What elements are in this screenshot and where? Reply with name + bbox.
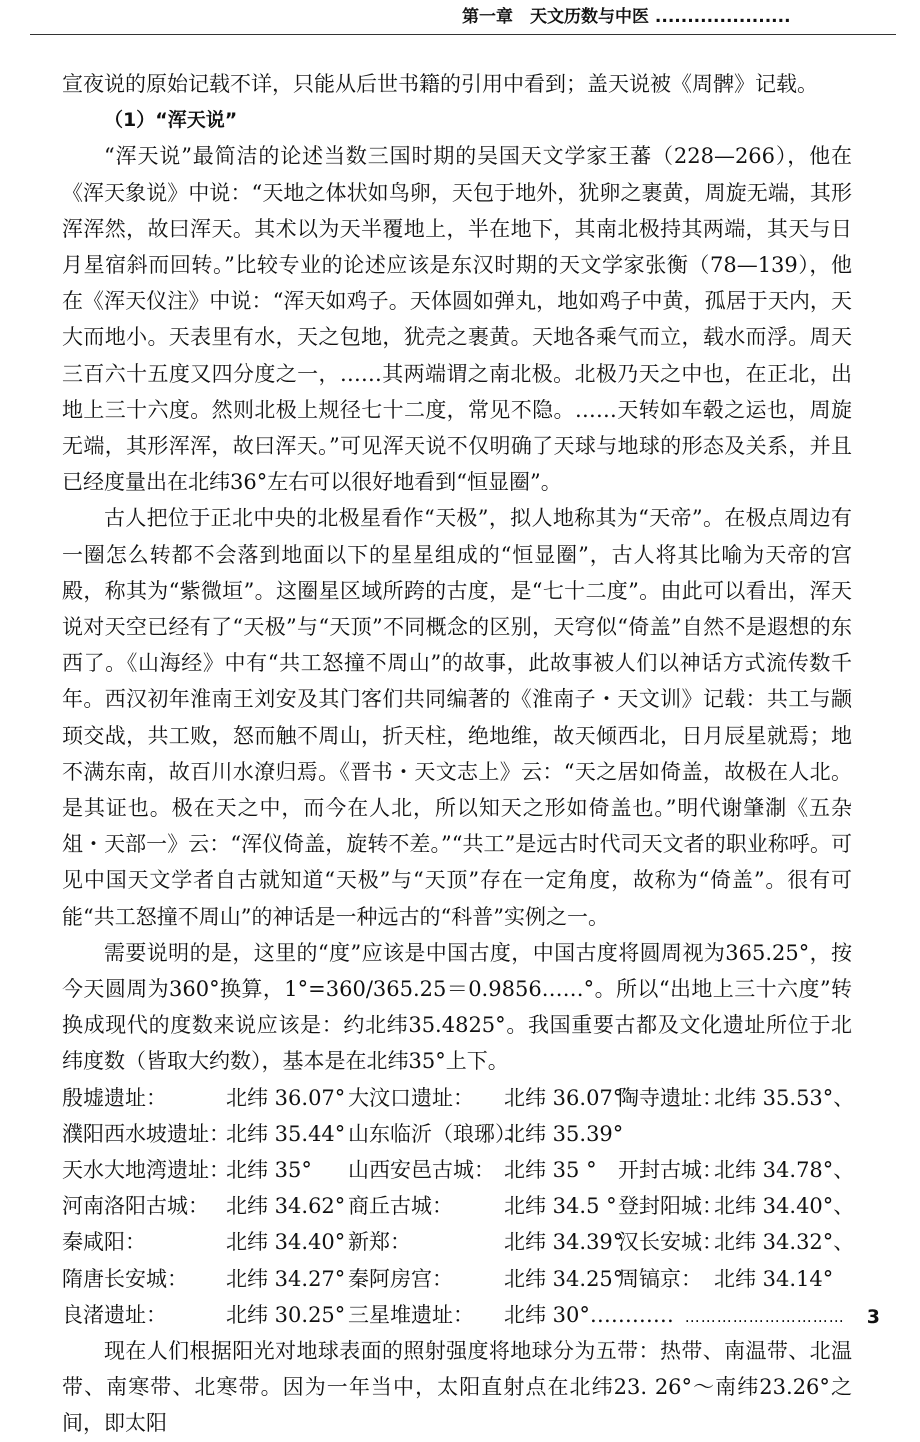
site-row (62, 1261, 852, 1297)
site-latitude: 北纬 34.78°、 (714, 1158, 855, 1183)
page-body (62, 66, 855, 1442)
site-latitude: 北纬 34.62° (226, 1194, 346, 1219)
site-name: 三星堆遗址： (348, 1302, 474, 1327)
footer-dots: ………………………… (684, 1308, 845, 1326)
site-name: 汉长安城： (618, 1230, 723, 1255)
site-name: 良渚遗址： (62, 1302, 167, 1327)
header-rule (30, 34, 896, 35)
site-row (62, 1224, 855, 1260)
site-latitude: 北纬 30.25° (226, 1302, 346, 1327)
site-name: 陶寺遗址： (618, 1085, 723, 1110)
site-name: 山东临沂（琅琊）： (348, 1121, 527, 1146)
page-number: 3 (866, 1306, 880, 1328)
site-name: 大汶口遗址： (348, 1085, 474, 1110)
site-latitude: 北纬 36.07° (226, 1085, 346, 1110)
site-name: 周镐京： (618, 1266, 702, 1291)
site-latitude: 北纬 34.39° (504, 1230, 624, 1255)
site-latitude: 北纬 35 ° (504, 1158, 597, 1183)
site-name: 天水大地湾遗址： (62, 1158, 230, 1183)
site-latitude: 北纬 30°………… (504, 1302, 674, 1327)
running-header (462, 4, 882, 36)
chapter-title: 第一章 天文历数与中医 ..................... (462, 7, 791, 27)
site-name (618, 1116, 714, 1152)
site-name: 开封古城： (618, 1158, 723, 1183)
site-latitude: 北纬 35° (226, 1158, 312, 1183)
site-name: 商丘古城： (348, 1194, 453, 1219)
paragraph-degree: 需要说明的是，这里的“度”应该是中国古度，中国古度将圆周视为365.25°，按今天圆周为360°换算，1°=360/365.25＝0.9856……°。所以“出地上三十六度”转换成现代的度数来说应该是：约北纬35.4825°。我国重要古都及文化遗址所位于北纬度数（皆取大约数），基本是在北纬35°上下。 (62, 940, 852, 1074)
site-latitude: 北纬 34.40°、 (714, 1194, 855, 1219)
site-name: 新郑： (348, 1230, 411, 1255)
site-latitude: 北纬 35.39° (504, 1121, 624, 1146)
site-latitude: 北纬 35.44° (226, 1121, 346, 1146)
site-name: 秦咸阳： (62, 1230, 146, 1255)
site-row (62, 1188, 855, 1224)
paragraph-intro: 宣夜说的原始记载不详，只能从后世书籍的引用中看到；盖天说被《周髀》记载。 (62, 72, 818, 96)
page-footer (640, 1302, 880, 1332)
site-latitude: 北纬 34.14° (714, 1266, 834, 1291)
site-latitude: 北纬 34.27° (226, 1266, 346, 1291)
site-name: 殷墟遗址： (62, 1085, 167, 1110)
paragraph-zones: 现在人们根据阳光对地球表面的照射强度将地球分为五带：热带、南温带、北温带、南寒带、北寒带。因为一年当中，太阳直射点在北纬23. 26°～南纬23.26°之间，即太阳 (62, 1339, 852, 1436)
site-row (62, 1116, 852, 1152)
site-latitude: 北纬 34.40° (226, 1230, 346, 1255)
site-latitude (714, 1116, 852, 1152)
site-latitude: 北纬 34.32°、 (714, 1230, 855, 1255)
paragraph-tianji: 古人把位于正北中央的北极星看作“天极”，拟人地称其为“天帝”。在极点周边有一圈怎么转都不会落到地面以下的星星组成的“恒显圈”，古人将其比喻为天帝的宫殿，称其为“紫微垣”。这圈星区域所跨的古度，是“七十二度”。由此可以看出，浑天说对天空已经有了“天极”与“天顶”不同概念的区别，天穹似“倚盖”自然不是遐想的东西了。《山海经》中有“共工怒撞不周山”的故事，此故事被人们以神话方式流传数千年。西汉初年淮南王刘安及其门客们共同编著的《淮南子・天文训》记载：共工与颛顼交战，共工败，怒而触不周山，折天柱，绝地维，故天倾西北，日月辰星就焉；地不满东南，故百川水潦归焉。《晋书・天文志上》云：“天之居如倚盖，故极在人北。是其证也。极在天之中，而今在人北，所以知天之形如倚盖也。”明代谢肇淛《五杂俎・天部一》云：“浑仪倚盖，旋转不差。”“共工”是远古时代司天文者的职业称呼。可见中国天文学者自古就知道“天极”与“天顶”存在一定角度，故称为“倚盖”。很有可能“共工怒撞不周山”的神话是一种远古的“科普”实例之一。 (62, 506, 852, 929)
site-name: 河南洛阳古城： (62, 1194, 209, 1219)
site-latitude: 北纬 36.07° (504, 1085, 624, 1110)
site-latitude-list (62, 1080, 855, 1333)
site-name: 登封阳城： (618, 1194, 723, 1219)
section-subheading: （1）“浑天说” (104, 109, 238, 132)
site-latitude: 北纬 35.53°、 (714, 1085, 855, 1110)
site-latitude: 北纬 34.5 ° (504, 1194, 617, 1219)
site-name: 山西安邑古城： (348, 1158, 495, 1183)
site-latitude: 北纬 34.25° (504, 1266, 624, 1291)
paragraph-huntian: “浑天说”最简洁的论述当数三国时期的吴国天文学家王蕃（228—266），他在《浑天象说》中说：“天地之体状如鸟卵，天包于地外，犹卵之裹黄，周旋无端，其形浑浑然，故曰浑天。其术以为天半覆地上，半在地下，其南北极持其两端，其天与日月星宿斜而回转。”比较专业的论述应该是东汉时期的天文学家张衡（78—139），他在《浑天仪注》中说：“浑天如鸡子。天体圆如弹丸，地如鸡子中黄，孤居于天内，天大而地小。天表里有水，天之包地，犹壳之裹黄。天地各乘气而立，载水而浮。周天三百六十五度又四分度之一，……其两端谓之南北极。北极乃天之中也，在正北，出地上三十六度。然则北极上规径七十二度，常见不隐。……天转如车毂之运也，周旋无端，其形浑浑，故曰浑天。”可见浑天说不仅明确了天球与地球的形态及关系，并且已经度量出在北纬36°左右可以很好地看到“恒显圈”。 (62, 144, 852, 495)
site-name: 秦阿房宫： (348, 1266, 453, 1291)
site-name: 隋唐长安城： (62, 1266, 188, 1291)
site-row (62, 1080, 855, 1116)
site-name: 濮阳西水坡遗址： (62, 1121, 230, 1146)
site-row (62, 1152, 855, 1188)
